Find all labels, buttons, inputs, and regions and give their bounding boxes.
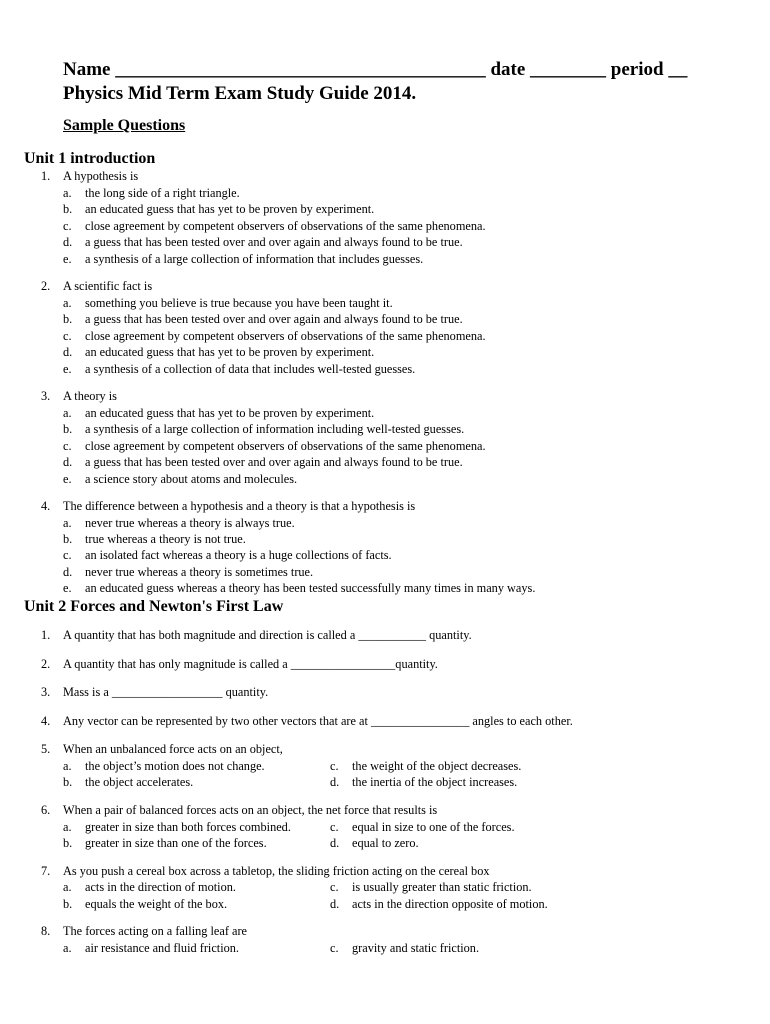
option-letter: a. xyxy=(63,405,72,420)
option-text: an educated guess whereas a theory has been tested successfully many times in many ways. xyxy=(85,581,536,595)
option-letter: e. xyxy=(63,581,72,595)
option-letter: d. xyxy=(63,345,73,359)
question-number: 3. xyxy=(41,389,51,403)
name-date-period-line: Name _______________________________________ date ________ period __ xyxy=(63,59,688,80)
option-text: a guess that has been tested over and over again and always found to be true. xyxy=(85,235,463,249)
option-text: an educated guess that has yet to be proven by experiment. xyxy=(85,405,375,420)
question-stem: A hypothesis is xyxy=(63,169,139,183)
option-text: the inertia of the object increases. xyxy=(352,775,518,789)
question-number: 1. xyxy=(41,169,51,183)
option-letter: b. xyxy=(63,312,73,326)
sample-questions-heading: Sample Questions xyxy=(63,117,186,134)
option-letter: a. xyxy=(63,295,72,310)
option-text: acts in the direction opposite of motion. xyxy=(352,896,548,911)
option-letter: b. xyxy=(63,835,73,850)
option-text: an educated guess that has yet to be proven by experiment. xyxy=(85,345,375,359)
option-text: never true whereas a theory is sometimes true. xyxy=(85,564,314,579)
option-letter: d. xyxy=(63,455,73,469)
question-stem: A theory is xyxy=(63,389,117,403)
option-letter: a. xyxy=(63,940,72,955)
option-text: a synthesis of a collection of data that includes well-tested guesses. xyxy=(85,361,416,376)
option-letter: b. xyxy=(63,896,73,911)
option-text: a guess that has been tested over and over again and always found to be true. xyxy=(85,312,463,326)
option-text: the long side of a right triangle. xyxy=(85,185,240,200)
option-letter: e. xyxy=(63,471,72,486)
question-number: 5. xyxy=(41,742,51,756)
option-text: a synthesis of a large collection of information including well-tested guesses. xyxy=(85,422,465,436)
option-text: never true whereas a theory is always true. xyxy=(85,515,295,530)
question-stem: When an unbalanced force acts on an object, xyxy=(63,742,283,756)
question-number: 3. xyxy=(41,685,51,699)
option-text: something you believe is true because you have been taught it. xyxy=(85,295,393,310)
question-stem: The difference between a hypothesis and a theory is that a hypothesis is xyxy=(63,499,416,513)
option-letter: b. xyxy=(63,422,73,436)
option-letter: d. xyxy=(63,564,73,579)
option-text: a guess that has been tested over and over again and always found to be true. xyxy=(85,455,463,469)
option-text: acts in the direction of motion. xyxy=(85,880,236,894)
question-stem: Mass is a __________________ quantity. xyxy=(63,685,269,699)
option-text: true whereas a theory is not true. xyxy=(85,532,246,546)
question-stem: Any vector can be represented by two other vectors that are at ________________ angles to each other. xyxy=(63,713,573,728)
option-letter: b. xyxy=(63,202,73,216)
option-text: equal in size to one of the forces. xyxy=(352,819,515,834)
option-letter: e. xyxy=(63,361,72,376)
option-text: equals the weight of the box. xyxy=(85,896,228,911)
option-letter: d. xyxy=(330,835,340,850)
option-letter: d. xyxy=(330,775,340,789)
option-text: is usually greater than static friction. xyxy=(352,880,532,894)
question-stem: When a pair of balanced forces acts on an object, the net force that results is xyxy=(63,803,438,817)
option-letter: e. xyxy=(63,251,72,266)
option-text: an isolated fact whereas a theory is a huge collections of facts. xyxy=(85,548,392,562)
option-text: gravity and static friction. xyxy=(352,940,480,955)
option-text: greater in size than both forces combined. xyxy=(85,819,291,834)
option-text: the weight of the object decreases. xyxy=(352,758,522,773)
option-letter: c. xyxy=(330,819,339,834)
option-text: close agreement by competent observers of observations of the same phenomena. xyxy=(85,218,486,233)
question-number: 8. xyxy=(41,924,51,938)
unit2-heading: Unit 2 Forces and Newton's First Law xyxy=(24,598,284,615)
question-stem: A quantity that has both magnitude and direction is called a ___________ quantity. xyxy=(63,628,472,642)
option-letter: a. xyxy=(63,185,72,200)
option-letter: a. xyxy=(63,758,72,773)
option-letter: c. xyxy=(63,548,72,562)
option-text: the object accelerates. xyxy=(85,775,194,789)
option-letter: a. xyxy=(63,819,72,834)
option-letter: a. xyxy=(63,880,72,894)
option-text: air resistance and fluid friction. xyxy=(85,940,239,955)
option-text: the object’s motion does not change. xyxy=(85,758,265,773)
option-text: an educated guess that has yet to be proven by experiment. xyxy=(85,202,375,216)
question-number: 2. xyxy=(41,279,51,293)
option-letter: b. xyxy=(63,532,73,546)
option-letter: c. xyxy=(330,758,339,773)
option-letter: b. xyxy=(63,775,73,789)
question-stem: A quantity that has only magnitude is called a _________________quantity. xyxy=(63,656,438,671)
option-letter: c. xyxy=(63,218,72,233)
question-stem: As you push a cereal box across a tabletop, the sliding friction acting on the cereal box xyxy=(63,863,490,878)
option-letter: c. xyxy=(330,940,339,955)
unit1-heading: Unit 1 introduction xyxy=(24,150,156,167)
option-letter: a. xyxy=(63,515,72,530)
question-number: 4. xyxy=(41,713,51,728)
option-text: a synthesis of a large collection of information that includes guesses. xyxy=(85,251,424,266)
option-letter: d. xyxy=(330,896,340,911)
option-text: a science story about atoms and molecules. xyxy=(85,471,298,486)
question-number: 4. xyxy=(41,499,51,513)
option-letter: c. xyxy=(63,328,72,343)
question-number: 7. xyxy=(41,863,51,878)
option-text: close agreement by competent observers of observations of the same phenomena. xyxy=(85,438,486,453)
option-letter: c. xyxy=(330,880,339,894)
document-title: Physics Mid Term Exam Study Guide 2014. xyxy=(63,83,417,104)
option-letter: d. xyxy=(63,235,73,249)
question-number: 6. xyxy=(41,803,51,817)
question-number: 2. xyxy=(41,656,51,671)
question-stem: A scientific fact is xyxy=(63,279,153,293)
option-text: equal to zero. xyxy=(352,835,419,850)
option-text: greater in size than one of the forces. xyxy=(85,835,267,850)
option-letter: c. xyxy=(63,438,72,453)
question-number: 1. xyxy=(41,628,51,642)
option-text: close agreement by competent observers of observations of the same phenomena. xyxy=(85,328,486,343)
question-stem: The forces acting on a falling leaf are xyxy=(63,924,248,938)
